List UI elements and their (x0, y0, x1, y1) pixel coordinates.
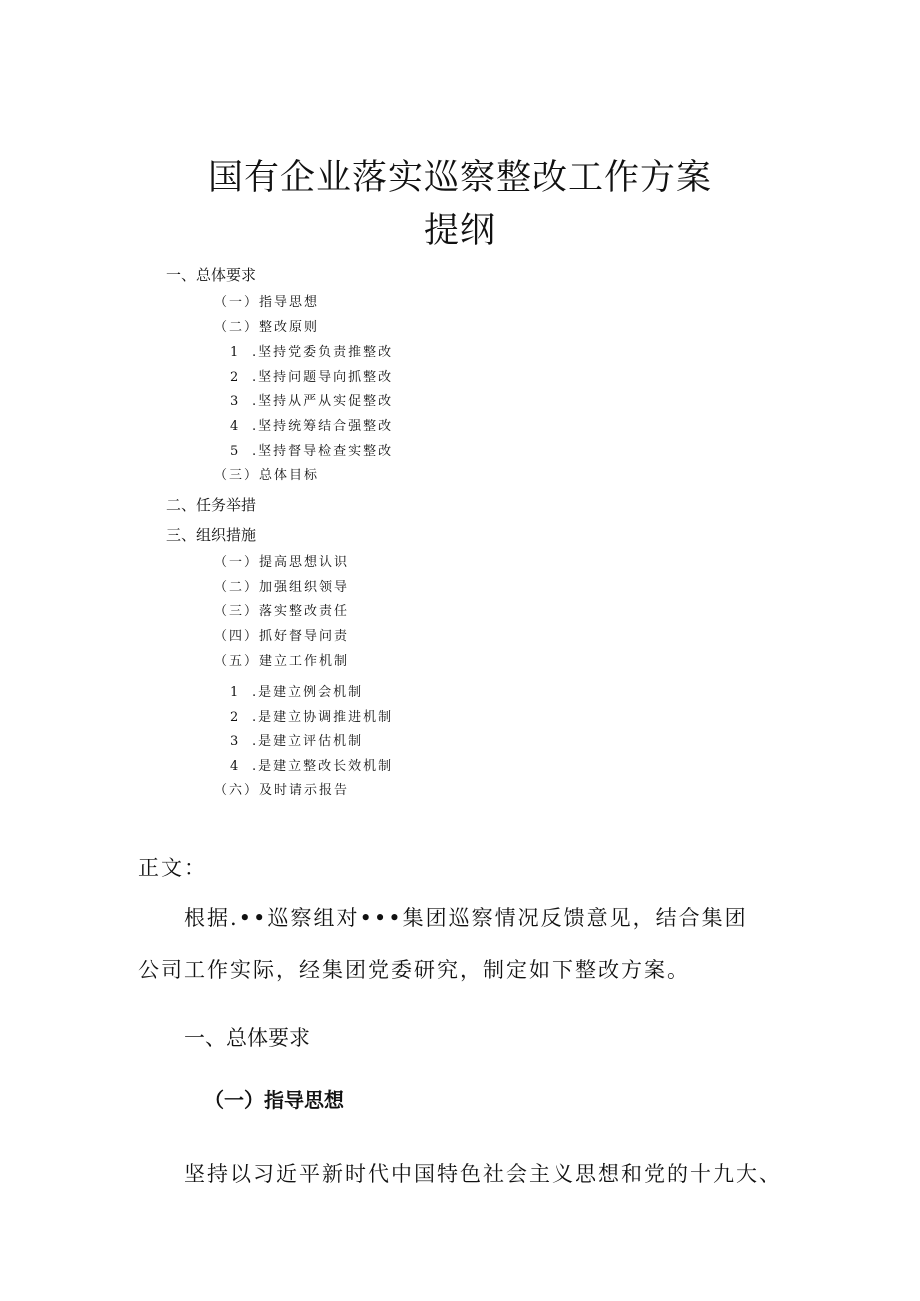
outline-item: （一）提高思想认识 (214, 555, 350, 570)
item-text: .是建立例会机制 (252, 685, 364, 700)
subsection-heading: （一）指导思想 (204, 1088, 344, 1112)
item-number: 2 (230, 710, 241, 725)
document-subtitle: 提纲 (423, 211, 496, 251)
body-label: 正文： (138, 856, 207, 880)
item-number: 1 (230, 685, 241, 700)
outline-section-3: 三、组织措施 (166, 526, 257, 544)
outline-numbered-item (230, 415, 393, 434)
item-text: .坚持督导检查实整改 (252, 444, 394, 459)
outline-numbered-item (230, 390, 393, 409)
outline-section-2: 二、任务举措 (166, 496, 257, 514)
outline-item: （二）整改原则 (214, 320, 320, 335)
outline-item: （六）及时请示报告 (214, 783, 350, 798)
item-text: .坚持党委负责推整改 (252, 345, 394, 360)
item-text: .是建立评估机制 (252, 734, 364, 749)
outline-item: （四）抓好督导问责 (214, 629, 350, 644)
item-number: 2 (230, 370, 241, 385)
outline-numbered-item (230, 730, 363, 749)
item-text: .是建立整改长效机制 (252, 759, 394, 774)
outline-numbered-item (230, 440, 393, 459)
outline-numbered-item (230, 341, 393, 360)
outline-numbered-item (230, 681, 363, 700)
outline-numbered-item (230, 366, 393, 385)
outline-numbered-item (230, 706, 393, 725)
outline-item: （二）加强组织领导 (214, 580, 350, 595)
item-number: 3 (230, 734, 241, 749)
outline-item: （五）建立工作机制 (214, 654, 350, 669)
item-text: .坚持统筹结合强整改 (252, 419, 394, 434)
outline-numbered-item (230, 755, 393, 774)
outline-item: （三）总体目标 (214, 468, 320, 483)
paragraph-line: 根据.••巡察组对•••集团巡察情况反馈意见，结合集团 (184, 906, 748, 930)
item-number: 3 (230, 394, 241, 409)
item-number: 5 (230, 444, 241, 459)
paragraph-line: 公司工作实际，经集团党委研究，制定如下整改方案。 (138, 958, 690, 982)
document-title: 国有企业落实巡察整改工作方案 (207, 158, 712, 198)
outline-item: （一）指导思想 (214, 295, 320, 310)
item-number: 4 (230, 759, 241, 774)
item-number: 4 (230, 419, 241, 434)
item-text: .坚持问题导向抓整改 (252, 370, 394, 385)
item-number: 1 (230, 345, 241, 360)
outline-section-1: 一、总体要求 (166, 266, 257, 284)
paragraph-line: 坚持以习近平新时代中国特色社会主义思想和党的十九大、 (184, 1162, 782, 1186)
item-text: .是建立协调推进机制 (252, 710, 394, 725)
item-text: .坚持从严从实促整改 (252, 394, 394, 409)
outline-item: （三）落实整改责任 (214, 604, 350, 619)
section-heading: 一、总体要求 (184, 1026, 310, 1050)
